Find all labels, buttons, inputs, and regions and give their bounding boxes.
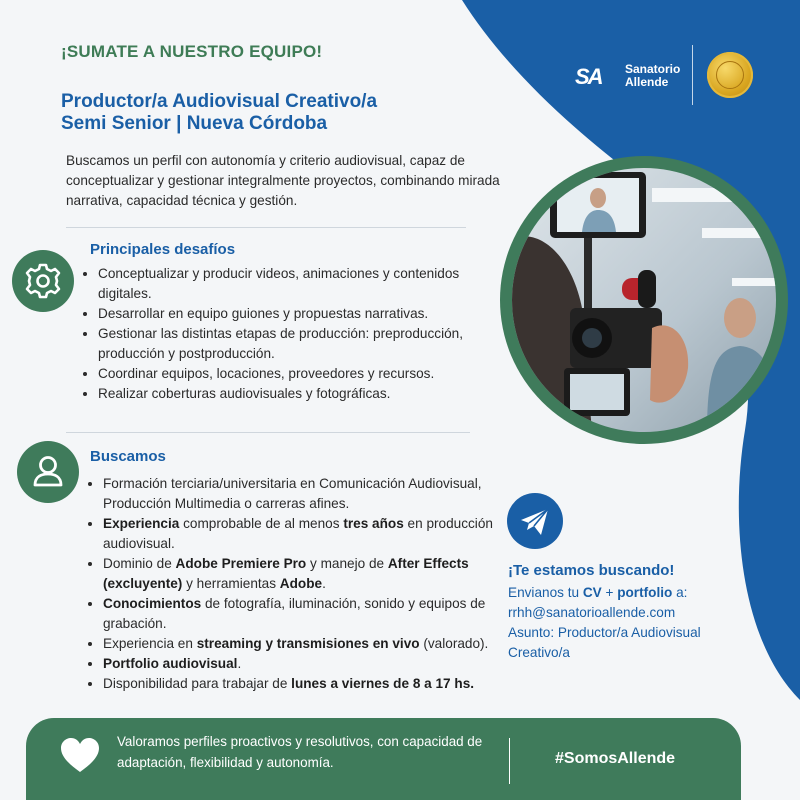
requirement-text: y herramientas	[182, 576, 280, 591]
requirement-emphasis: Adobe Premiere Pro	[175, 556, 307, 571]
cta-portfolio: portfolio	[617, 585, 673, 600]
requirement-text: de fotografía, iluminación, sonido y equipos de grabación.	[103, 596, 486, 631]
requirement-item	[103, 594, 503, 634]
requirement-item	[103, 634, 503, 654]
cta-email[interactable]: rrhh@sanatorioallende.com	[508, 605, 676, 620]
sanatorio-allende-logo	[575, 62, 685, 92]
job-title	[61, 91, 481, 135]
cta-plus: +	[601, 585, 618, 600]
logo-line1: Sanatorio	[625, 62, 681, 76]
send-icon	[507, 493, 563, 549]
footer-text: Valoramos perfiles proactivos y resolutivos, con capacidad de adaptación, flexibilidad y autonomía.	[117, 734, 483, 770]
challenge-item: • Gestionar las distintas etapas de producción: preproducción, producción y postproducción.	[98, 324, 503, 364]
cta-cv: CV	[582, 585, 602, 600]
logo-wordmark	[625, 63, 680, 89]
logo-divider	[692, 45, 693, 105]
requirement-text: y manejo de	[306, 556, 388, 571]
requirement-emphasis: Experiencia	[103, 516, 180, 531]
requirements-heading: Buscamos	[90, 448, 166, 465]
requirement-emphasis: streaming y transmisiones en vivo	[196, 636, 420, 651]
camera-operator-photo	[512, 168, 776, 432]
eyebrow-heading: ¡SUMATE A NUESTRO EQUIPO!	[61, 42, 323, 61]
cta-text: Envianos tu	[508, 585, 583, 600]
requirement-text: Experiencia en	[103, 636, 197, 651]
challenges-heading: Principales desafíos	[90, 241, 236, 258]
requirement-item	[103, 674, 503, 694]
intro-paragraph: Buscamos un perfil con autonomía y criterio audiovisual, capaz de conceptualizar y gestionar integralmente proyectos, combinando mirada narrativa, capacidad técnica y gestión.	[66, 153, 500, 208]
requirement-text: comprobable de al menos	[179, 516, 344, 531]
challenge-item: • Coordinar equipos, locaciones, proveedores y recursos.	[98, 364, 503, 384]
requirement-item	[103, 554, 503, 594]
challenge-item: • Conceptualizar y producir videos, animaciones y contenidos digitales.	[98, 264, 503, 304]
cta-title: ¡Te estamos buscando!	[508, 562, 675, 579]
requirement-item	[103, 654, 503, 674]
requirement-emphasis: Conocimientos	[103, 596, 202, 611]
requirement-emphasis: After Effects (excluyente)	[103, 556, 469, 591]
heart-icon	[60, 737, 100, 777]
challenges-list	[83, 264, 503, 404]
requirement-text: .	[237, 656, 242, 671]
section-divider-2	[66, 432, 470, 433]
requirements-list	[88, 474, 503, 694]
person-icon	[17, 441, 79, 503]
cta-colon: a:	[672, 585, 688, 600]
requirement-emphasis: Adobe	[279, 576, 323, 591]
requirement-text: en producción audiovisual.	[103, 516, 493, 551]
requirement-text: .	[322, 576, 326, 591]
job-title-line1: Productor/a Audiovisual Creativo/a	[61, 91, 378, 112]
cta-subject: Asunto: Productor/a Audiovisual Creativo/a	[508, 625, 701, 660]
challenge-item: • Desarrollar en equipo guiones y propuestas narrativas.	[98, 304, 503, 324]
requirement-emphasis: Portfolio audiovisual	[103, 656, 238, 671]
requirement-item	[103, 474, 503, 514]
requirement-text: Disponibilidad para trabajar de	[103, 676, 292, 691]
section-divider-1	[66, 227, 466, 228]
requirement-item	[103, 514, 503, 554]
requirement-emphasis: lunes a viernes de 8 a 17 hs.	[291, 676, 475, 691]
logo-mark: SA	[575, 64, 602, 89]
accreditation-seal	[707, 52, 753, 98]
job-title-line2: Semi Senior | Nueva Córdoba	[61, 113, 328, 134]
requirement-text: Dominio de	[103, 556, 176, 571]
challenge-item: • Realizar coberturas audiovisuales y fotográficas.	[98, 384, 503, 404]
cta-instruction	[508, 583, 738, 603]
logo-line2: Allende	[625, 75, 669, 89]
requirement-text: (valorado).	[419, 636, 489, 651]
hashtag: #SomosAllende	[555, 750, 676, 767]
cta-body	[508, 583, 738, 663]
requirement-text: Formación terciaria/universitaria en Comunicación Audiovisual, Producción Multimedia o carreras afines.	[103, 476, 482, 511]
requirement-emphasis: tres años	[343, 516, 404, 531]
footer-divider	[509, 738, 510, 784]
gear-icon	[12, 250, 74, 312]
